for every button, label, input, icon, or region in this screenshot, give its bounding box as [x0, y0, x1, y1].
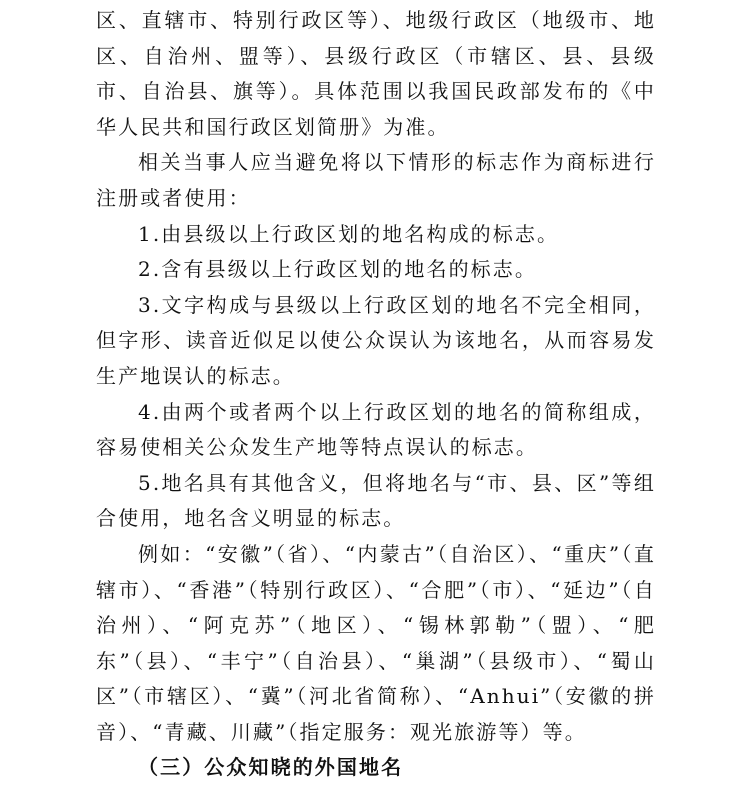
paragraph-admin-levels: 区、直辖市、特别行政区等）、地级行政区（地级市、地区、自治州、盟等）、县级行政区（市辖区、县、县级市、自治县、旗等）。具体范围以我国民政部发布的《中华人民共和国行政区划简册》为准。 — [96, 8, 656, 139]
section-heading: （三）公众知晓的外国地名 — [138, 755, 404, 780]
list-item-1: 1.由县级以上行政区划的地名构成的标志。 — [138, 221, 560, 246]
list-item-5: 5.地名具有其他含义，但将地名与“市、县、区”等组合使用，地名含义明显的标志。 — [96, 470, 656, 531]
paragraph-avoid-registration: 相关当事人应当避免将以下情形的标志作为商标进行注册或者使用： — [96, 150, 656, 210]
list-item-2: 2.含有县级以上行政区划的地名的标志。 — [138, 257, 537, 282]
list-item-3: 3.文字构成与县级以上行政区划的地名不完全相同，但字形、读音近似足以使公众误认为该地名，从而容易发生产地误认的标志。 — [96, 292, 656, 388]
document-page — [96, 0, 656, 786]
paragraph-examples: 例如：“安徽”（省）、“内蒙古”（自治区）、“重庆”（直辖市）、“香港”（特别行政区）、“合肥”（市）、“延边”（自治州）、“阿克苏”（地区）、“锡林郭勒”（盟）、“肥东”（县）、“丰宁”（自治县）、“巢湖”（县级市）、“蜀山区”（市辖区）、“冀”（河北省简称）、“Anhui”（安徽的拼音）、“青藏、川藏”（指定服务：观光旅游等）等。 — [96, 541, 656, 744]
list-item-4: 4.由两个或者两个以上行政区划的地名的简称组成，容易使相关公众发生产地等特点误认的标志。 — [96, 399, 656, 460]
